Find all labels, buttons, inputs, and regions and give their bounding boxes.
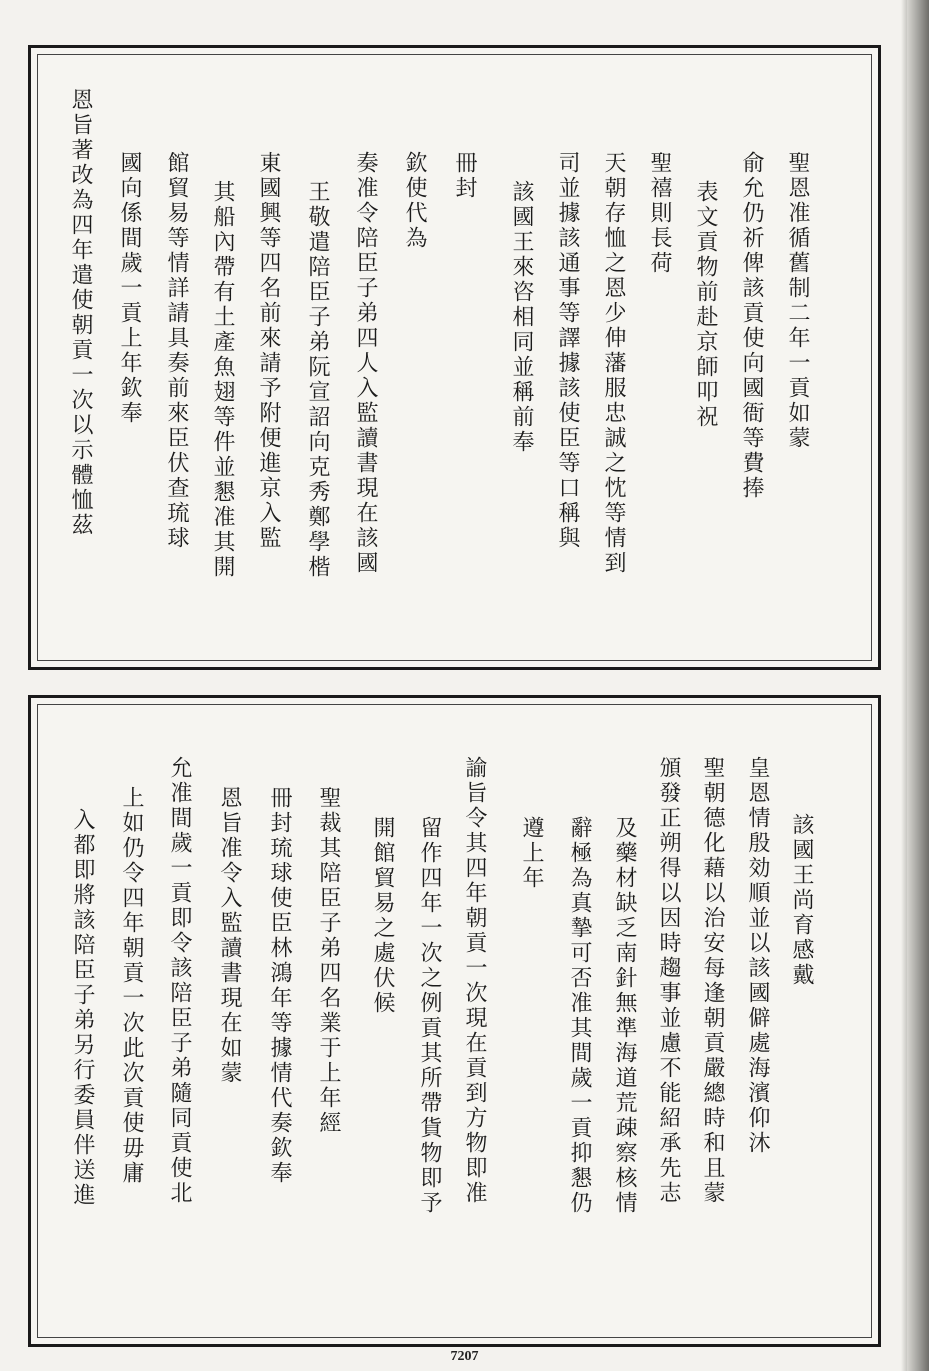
text-column: 俞允仍祈俾該貢使向國衙等費捧 <box>739 151 764 501</box>
text-column: 天朝存恤之恩少伸藩服忠誠之忱等情到 <box>601 151 626 576</box>
text-column: 留作四年一次之例貢其所帶貨物即予 <box>417 816 442 1216</box>
text-column: 國向係間歲一貢上年欽奉 <box>117 151 142 426</box>
text-column: 表文貢物前赴京師叩祝 <box>693 180 718 430</box>
text-column: 該國王尚育感戴 <box>789 813 814 988</box>
text-column: 頒發正朔得以因時趨事並慮不能紹承先志 <box>656 756 681 1206</box>
text-column: 東國興等四名前來請予附便進京入監 <box>256 151 281 551</box>
text-column: 開館貿易之處伏候 <box>370 816 395 1016</box>
text-column: 司並據該通事等譯據該使臣等口稱與 <box>555 151 580 551</box>
text-column: 及藥材缺乏南針無準海道荒疎察核情 <box>612 816 637 1216</box>
text-column: 館貿易等情詳請具奏前來臣伏查琉球 <box>164 151 189 551</box>
text-column: 該國王來咨相同並稱前奉 <box>509 180 534 455</box>
bottom-text-panel <box>28 695 881 1347</box>
top-text-panel <box>28 45 881 670</box>
text-column: 恩旨准令入監讀書現在如蒙 <box>217 786 242 1086</box>
text-column: 奏准令陪臣子弟四人入監讀書現在該國 <box>353 151 378 576</box>
text-column: 入都即將該陪臣子弟另行委員伴送進 <box>70 808 95 1208</box>
text-column: 上如仍令四年朝貢一次此次貢使毋庸 <box>119 786 144 1186</box>
text-column: 諭旨令其四年朝貢一次現在貢到方物即准 <box>462 756 487 1206</box>
text-column: 聖禧則長荷 <box>647 151 672 276</box>
text-column: 辭極為真摯可否准其間歲一貢抑懇仍 <box>567 816 592 1216</box>
text-column: 皇恩情殷効順並以該國僻處海濱仰沐 <box>745 756 770 1156</box>
text-column: 欽使代為 <box>402 151 427 251</box>
text-column: 冊封琉球使臣林鴻年等據情代奏欽奉 <box>267 786 292 1186</box>
text-column: 遵上年 <box>519 816 544 891</box>
book-spine <box>907 0 929 1371</box>
text-column: 允准間歲一貢即令該陪臣子弟隨同貢使北 <box>167 756 192 1206</box>
text-column: 其船內帶有土產魚翅等件並懇准其開 <box>210 180 235 580</box>
text-column: 聖恩准循舊制二年一貢如蒙 <box>785 151 810 451</box>
page-number: 7207 <box>450 1349 479 1364</box>
text-column: 聖朝德化藉以治安每逢朝貢嚴總時和且蒙 <box>700 756 725 1206</box>
text-column: 冊封 <box>452 151 477 201</box>
text-column: 恩旨著改為四年遣使朝貢一次以示體恤茲 <box>68 88 93 538</box>
text-column: 王敬遣陪臣子弟阮宣詔向克秀鄭學楷 <box>305 180 330 580</box>
text-column: 聖裁其陪臣子弟四名業于上年經 <box>316 786 341 1136</box>
